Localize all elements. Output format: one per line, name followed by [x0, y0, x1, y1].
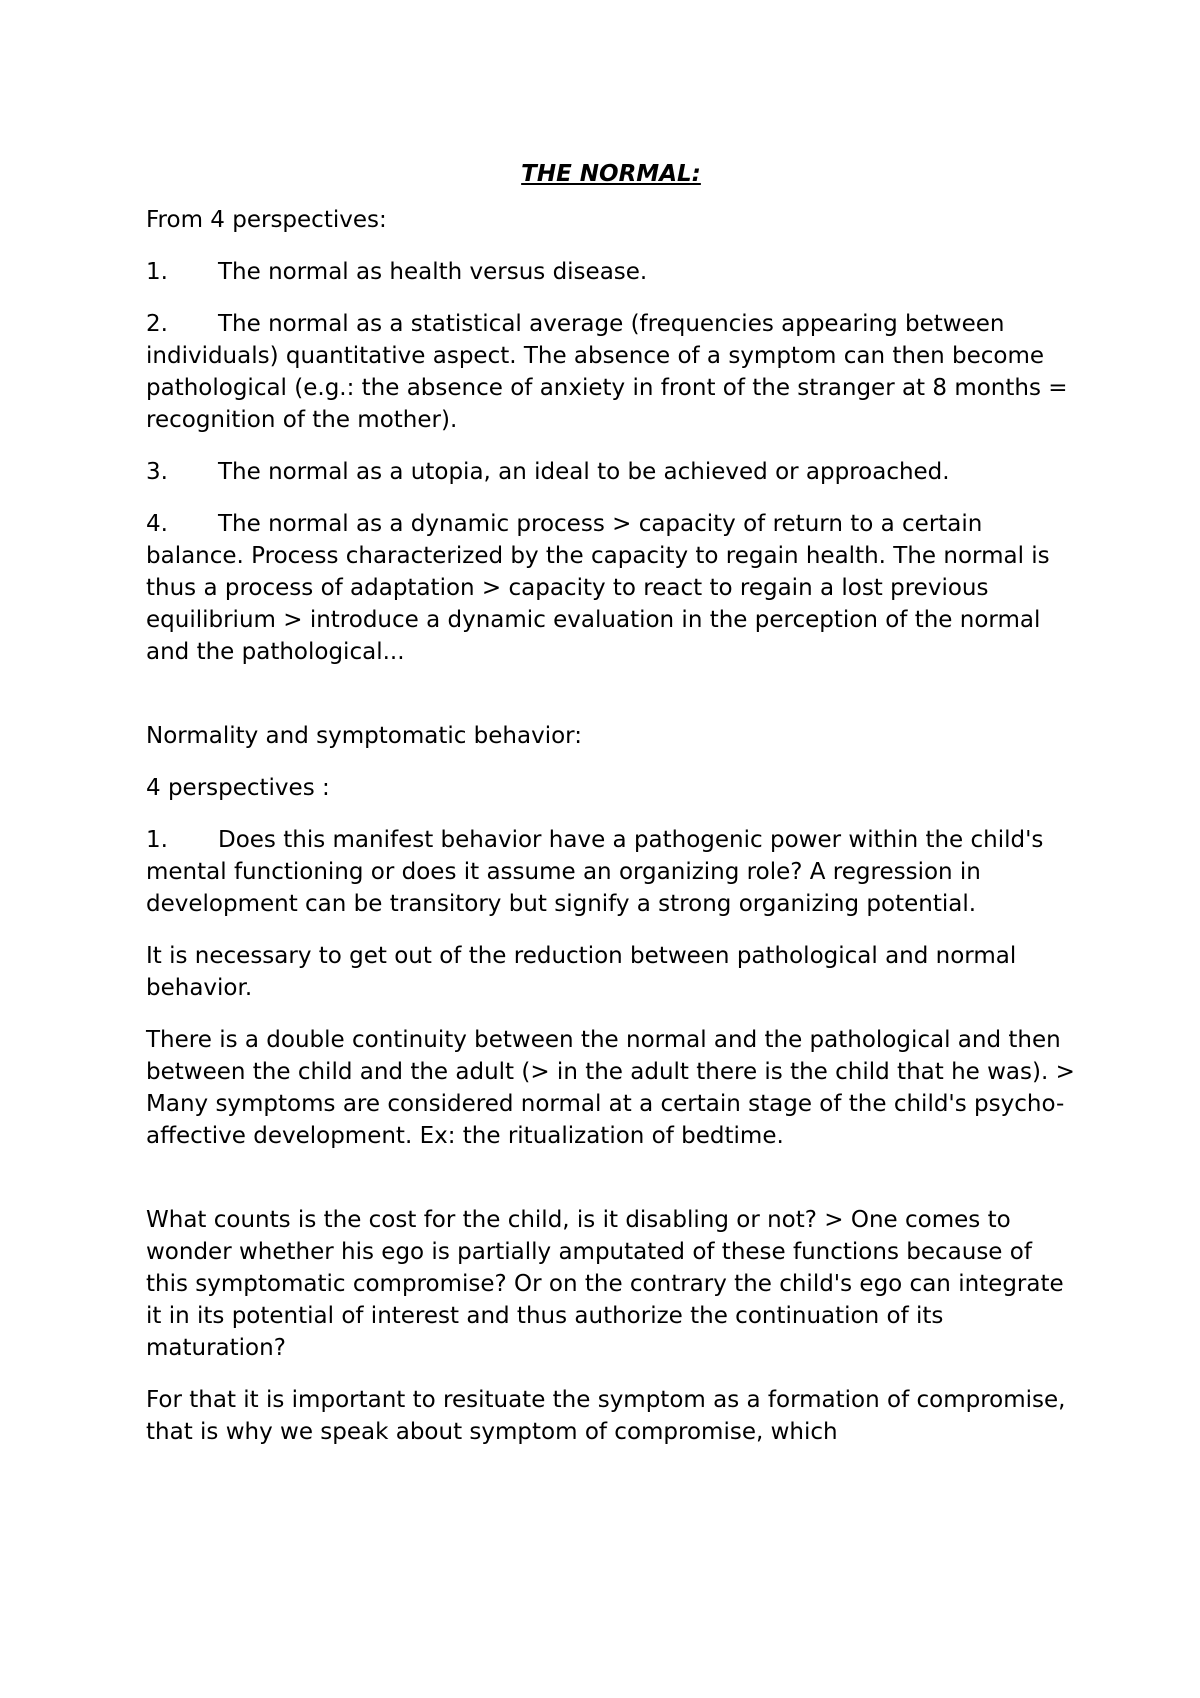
list-item-number: 1.	[146, 827, 168, 853]
blank-line	[146, 1172, 1076, 1204]
list-item-text: The normal as health versus disease.	[218, 259, 648, 285]
document-page	[146, 158, 1076, 1468]
list-item-text: The normal as a dynamic process > capacity of return to a certain balance. Process characterized by the capacity to regain health. The normal is thus a process of adaptation > capacity to react to regain a lost previous equilibrium > introduce a dynamic evaluation in the perception of the normal and the pathological...	[146, 511, 1050, 665]
section2-heading: Normality and symptomatic behavior:	[146, 723, 582, 749]
list-item	[146, 256, 1076, 288]
list-item	[146, 456, 1076, 488]
blank-line	[146, 688, 1076, 720]
paragraph: For that it is important to resituate the symptom as a formation of compromise, that is why we speak about symptom of compromise, which	[146, 1387, 1066, 1445]
paragraph: It is necessary to get out of the reduction between pathological and normal behavior.	[146, 943, 1017, 1001]
list-item-text: The normal as a statistical average (frequencies appearing between individuals) quantitative aspect. The absence of a symptom can then become pathological (e.g.: the absence of anxiety in front of the stranger at 8 months = recognition of the mother).	[146, 311, 1068, 433]
list-item-text: The normal as a utopia, an ideal to be achieved or approached.	[218, 459, 950, 485]
list-item-number: 4.	[146, 511, 168, 537]
section2-intro: 4 perspectives :	[146, 775, 330, 801]
list-item-text: Does this manifest behavior have a pathogenic power within the child's mental functioning or does it assume an organizing role? A regression in development can be transitory but signify a strong organizing potential.	[146, 827, 1044, 917]
paragraph: There is a double continuity between the normal and the pathological and then between the child and the adult (> in the adult there is the child that he was). > Many symptoms are considered normal at a certain stage of the child's psycho-affective development. Ex: the ritualization of bedtime.	[146, 1027, 1075, 1149]
document-title: THE NORMAL:	[521, 161, 701, 187]
list-item	[146, 824, 1076, 920]
list-item	[146, 508, 1076, 668]
paragraph: What counts is the cost for the child, is it disabling or not? > One comes to wonder whether his ego is partially amputated of these functions because of this symptomatic compromise? Or on the contrary the child's ego can integrate it in its potential of interest and thus authorize the continuation of its maturation?	[146, 1207, 1064, 1361]
list-item-number: 2.	[146, 311, 168, 337]
list-item-number: 1.	[146, 259, 168, 285]
section1-intro: From 4 perspectives:	[146, 207, 387, 233]
list-item	[146, 308, 1076, 436]
list-item-number: 3.	[146, 459, 168, 485]
